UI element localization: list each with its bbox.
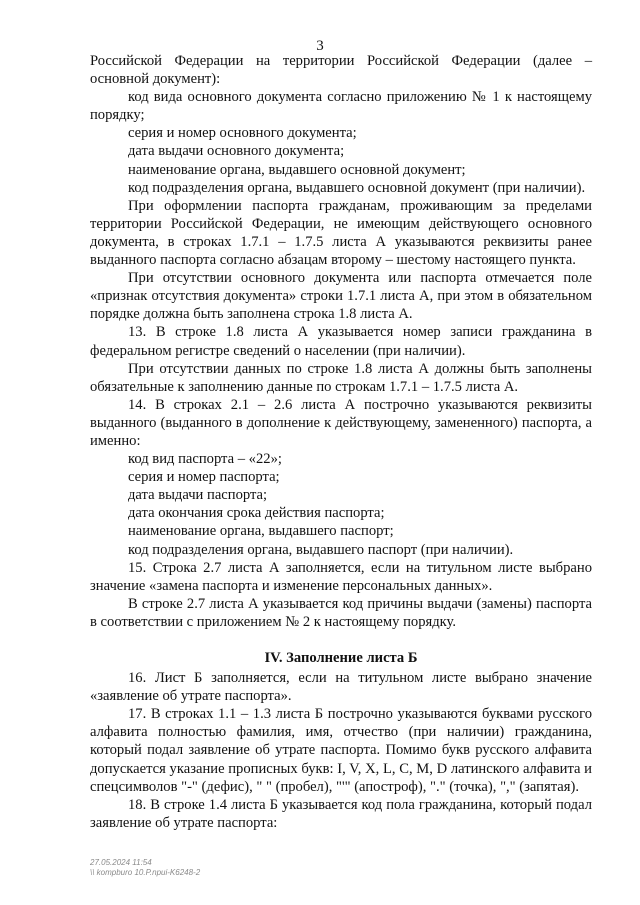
paragraph: 13. В строке 1.8 листа А указывается номер записи гражданина в федеральном регистре сведений о населении (при наличии). [90, 324, 592, 359]
paragraph: Российской Федерации на территории Российской Федерации (далее – основной документ): [90, 53, 592, 88]
paragraph: код подразделения органа, выдавшего основной документ (при наличии). [128, 179, 586, 196]
paragraph: серия и номер паспорта; [128, 469, 280, 486]
paragraph: 17. В строках 1.1 – 1.3 листа Б построчно указываются буквами русского алфавита полностью фамилия, имя, отчество (при наличии) гражданина, который подал заявление об утрате паспорта. Помимо букв русского алфавита допускается указание прописных букв: I, V, X, L, C, M, D латинского алфавита и спецсимволов "-" (дефис), " " (пробел), "'" (апостроф), "." (точка), "," (запятая). [90, 706, 592, 795]
print-stamp [90, 858, 200, 878]
paragraph: серия и номер основного документа; [128, 125, 357, 142]
paragraph: При отсутствии основного документа или паспорта отмечается поле «признак отсутствия документа» строки 1.7.1 листа А, при этом в обязательном порядке должна быть заполнена строка 1.8 листа А. [90, 270, 592, 323]
paragraph: 18. В строке 1.4 листа Б указывается код пола гражданина, который подал заявление об утрате паспорта: [90, 796, 592, 831]
paragraph: наименование органа, выдавшего основной документ; [128, 161, 466, 178]
paragraph: 14. В строках 2.1 – 2.6 листа А построчно указываются реквизиты выданного (выданного в дополнение к действующему, замененного) паспорта, а именно: [90, 396, 592, 449]
paragraph: наименование органа, выдавшего паспорт; [128, 523, 394, 540]
paragraph: дата окончания срока действия паспорта; [128, 505, 385, 522]
paragraph: При оформлении паспорта гражданам, проживающим за пределами территории Российской Федерации, не имеющим действующего основного документа, в строках 1.7.1 – 1.7.5 листа А указываются реквизиты ранее выданного паспорта согласно абзацам второму – шестому настоящего пункта. [90, 197, 592, 269]
body-text [90, 52, 592, 832]
stamp-line: \\ kompburo 10.P.npui-K6248-2 [90, 868, 201, 877]
paragraph: При отсутствии данных по строке 1.8 листа А должны быть заполнены обязательные к заполнению данные по строкам 1.7.1 – 1.7.5 листа А. [90, 360, 592, 395]
page-number: 3 [316, 38, 324, 54]
paragraph: код вида основного документа согласно приложению № 1 к настоящему порядку; [90, 89, 592, 124]
section-heading: IV. Заполнение листа Б [264, 650, 418, 666]
paragraph: В строке 2.7 листа А указывается код причины выдачи (замены) паспорта в соответствии с приложением № 2 к настоящему порядку. [90, 595, 592, 630]
paragraph: код подразделения органа, выдавшего паспорт (при наличии). [128, 541, 514, 558]
paragraph: код вид паспорта – «22»; [128, 451, 282, 468]
paragraph: 15. Строка 2.7 листа А заполняется, если на титульном листе выбрано значение «замена паспорта и изменение персональных данных». [90, 559, 592, 594]
stamp-line: 27.05.2024 11:54 [90, 858, 152, 867]
paragraph: дата выдачи паспорта; [128, 487, 268, 504]
paragraph: 16. Лист Б заполняется, если на титульном листе выбрано значение «заявление об утрате паспорта». [90, 670, 592, 705]
paragraph: дата выдачи основного документа; [128, 143, 345, 160]
